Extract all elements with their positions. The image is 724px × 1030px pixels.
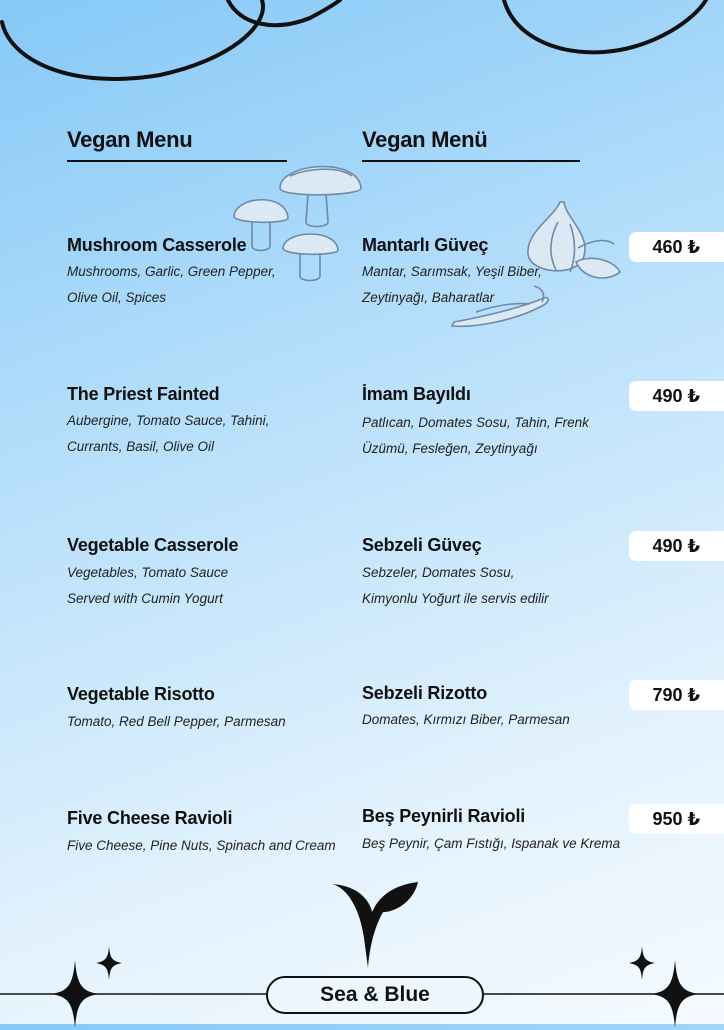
item-name-en-mushroom-casserole: Mushroom Casserole [67,235,247,255]
item-desc-en-line-1: Tomato, Red Bell Pepper, Parmesan [67,714,286,729]
item-name-en-priest-fainted: The Priest Fainted [67,384,220,404]
top-swirl-left [0,0,400,110]
item-desc-tr-line-2: Zeytinyağı, Baharatlar [362,290,495,305]
item-desc-en-line-1: Five Cheese, Pine Nuts, Spinach and Cream [67,838,336,853]
item-desc-en-line-2: Currants, Basil, Olive Oil [67,439,215,454]
sparkle-icon [94,946,124,980]
bottom-line-left [0,989,270,999]
item-name-en-five-cheese-ravioli: Five Cheese Ravioli [67,808,233,828]
price-tag: 490 ₺ [629,531,724,561]
item-desc-tr-line-2: Kimyonlu Yoğurt ile servis edilir [362,591,549,606]
item-name-tr-sebzeli-rizotto: Sebzeli Rizotto [362,683,488,703]
item-desc-tr-line-1: Mantar, Sarımsak, Yeşil Biber, [362,264,542,279]
sparkle-icon [627,946,657,980]
price-tag: 790 ₺ [629,680,724,710]
item-name-en-vegetable-casserole: Vegetable Casserole [67,535,239,555]
heading-turkish: Vegan Menü [362,127,488,152]
item-desc-tr-line-2: Üzümü, Fesleğen, Zeytinyağı [362,441,538,456]
heading-turkish-underline [362,160,580,162]
item-desc-en-line-2: Served with Cumin Yogurt [67,591,223,606]
heading-english: Vegan Menu [67,127,193,152]
item-desc-tr-line-1: Patlıcan, Domates Sosu, Tahin, Frenk [362,415,589,430]
item-name-en-vegetable-risotto: Vegetable Risotto [67,684,215,704]
item-desc-en-line-1: Aubergine, Tomato Sauce, Tahini, [67,413,270,428]
top-swirl-right [494,0,724,70]
item-desc-en-line-1: Vegetables, Tomato Sauce [67,565,229,580]
item-desc-en-line-1: Mushrooms, Garlic, Green Pepper, [67,264,276,279]
brand-name: Sea & Blue [266,976,484,1014]
price-tag: 460 ₺ [629,232,724,262]
item-name-tr-imam-bayildi: İmam Bayıldı [362,384,471,404]
item-name-tr-mantarli-guvec: Mantarlı Güveç [362,235,489,255]
price-tag: 490 ₺ [629,381,724,411]
item-name-tr-bes-peynirli-ravioli: Beş Peynirli Ravioli [362,806,526,826]
leaf-v-icon [326,880,426,980]
item-desc-tr-line-1: Sebzeler, Domates Sosu, [362,565,515,580]
item-name-tr-sebzeli-guvec: Sebzeli Güveç [362,535,482,555]
sparkle-icon [650,960,710,1030]
item-desc-tr-line-1: Domates, Kırmızı Biber, Parmesan [362,712,570,727]
price-tag: 950 ₺ [629,804,724,834]
item-desc-en-line-2: Olive Oil, Spices [67,290,167,305]
item-desc-tr-line-1: Beş Peynir, Çam Fıstığı, Ispanak ve Krema [362,836,621,851]
